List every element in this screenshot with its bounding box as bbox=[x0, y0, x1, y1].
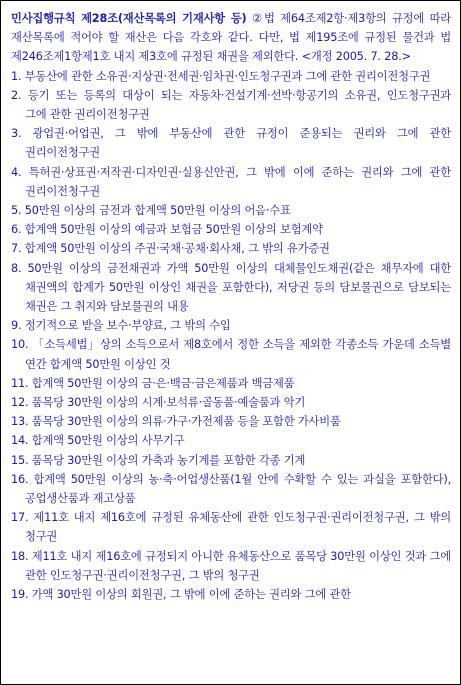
list-item: 15. 품목당 30만원 이상의 가축과 농기계를 포함한 각종 기계 bbox=[11, 453, 306, 467]
list-item: 16. 합계액 50만원 이상의 농·축·어업생산품(1월 안에 수확할 수 있는 과실을 포함한다), 공업생산품과 재고상품 bbox=[11, 472, 451, 506]
list-item: 6. 합계액 50만원 이상의 예금과 보험금 50만원 이상의 보험계약 bbox=[11, 223, 323, 237]
article-paragraph bbox=[11, 9, 451, 67]
list-item: 17. 제11호 내지 제16호에 규정된 유체동산에 관한 인도청구권·권리이전청구권, 그 밖의 청구권 bbox=[11, 511, 451, 544]
article-intro: ②법 제64조제2항·제3항의 규정에 따라 재산목록에 적어야 할 재산은 다음 각호와 같다. 다만, 법 제195조에 규정된 물건과 법 제246조제1항제1호 내지 제3호에 규정된 채권을 제외한다. <개정 2005. 7. 28.> bbox=[11, 12, 451, 64]
list-item: 19. 가액 30만원 이상의 회원권, 그 밖에 이에 준하는 권리와 그에 관한 bbox=[11, 588, 351, 602]
list-item: 4. 특허권·상표권·저작권·디자인권·실용신안권, 그 밖에 이에 준하는 권리와 그에 관한 권리이전청구권 bbox=[11, 165, 451, 198]
list-item: 9. 정기적으로 받을 보수·부양료, 그 밖의 수입 bbox=[11, 319, 231, 333]
list-item: 8. 50만원 이상의 금전채권과 가액 50만원 이상의 대체물인도채권(같은 채무자에 대한 채권액의 합계가 50만원 이상인 채권을 포함한다), 저당권 등의 담보물권으로 담보되는 채권은 그 취지와 담보물권의 내용 bbox=[11, 261, 451, 314]
article-title: 민사집행규칙 제28조(재산목록의 기재사항 등) bbox=[11, 12, 247, 25]
item-list bbox=[11, 67, 451, 605]
list-item: 14. 합계액 50만원 이상의 사무기구 bbox=[11, 434, 185, 448]
list-item: 10. 「소득세법」상의 소득으로서 제8호에서 정한 소득을 제외한 각종소득 가운데 소득별 연간 합계액 50만원 이상인 것 bbox=[11, 338, 451, 371]
list-item: 18. 제11호 내지 제16호에 규정되지 아니한 유체동산으로 품목당 30만원 이상인 것과 그에 관한 인도청구권·권리이전청구권, 그 밖의 청구권 bbox=[11, 549, 451, 582]
list-item: 1. 부동산에 관한 소유권·지상권·전세권·임차권·인도청구권과 그에 관한 권리이전청구권 bbox=[11, 69, 431, 83]
list-item: 2. 등기 또는 등록의 대상이 되는 자동차·건설기계·선박·항공기의 소유권, 인도청구권과 그에 관한 권리이전청구권 bbox=[11, 88, 451, 122]
list-item: 12. 품목당 30만원 이상의 시계·보석류·골동품·예술품과 악기 bbox=[11, 396, 306, 410]
list-item: 5. 50만원 이상의 금전과 합계액 50만원 이상의 어음·수표 bbox=[11, 204, 291, 218]
list-item: 13. 품목당 30만원 이상의 의류·가구·가전제품 등을 포함한 가사비품 bbox=[11, 415, 341, 429]
list-item: 3. 광업권·어업권, 그 밖에 부동산에 관한 규정이 준용되는 권리와 그에 관한 권리이전청구권 bbox=[11, 127, 451, 160]
document-body bbox=[11, 9, 451, 604]
list-item: 11. 합계액 50만원 이상의 금·은·백금·금은제품과 백금제품 bbox=[11, 376, 295, 390]
list-item: 7. 합계액 50만원 이상의 주권·국채·공채·회사채, 그 밖의 유가증권 bbox=[11, 242, 330, 256]
